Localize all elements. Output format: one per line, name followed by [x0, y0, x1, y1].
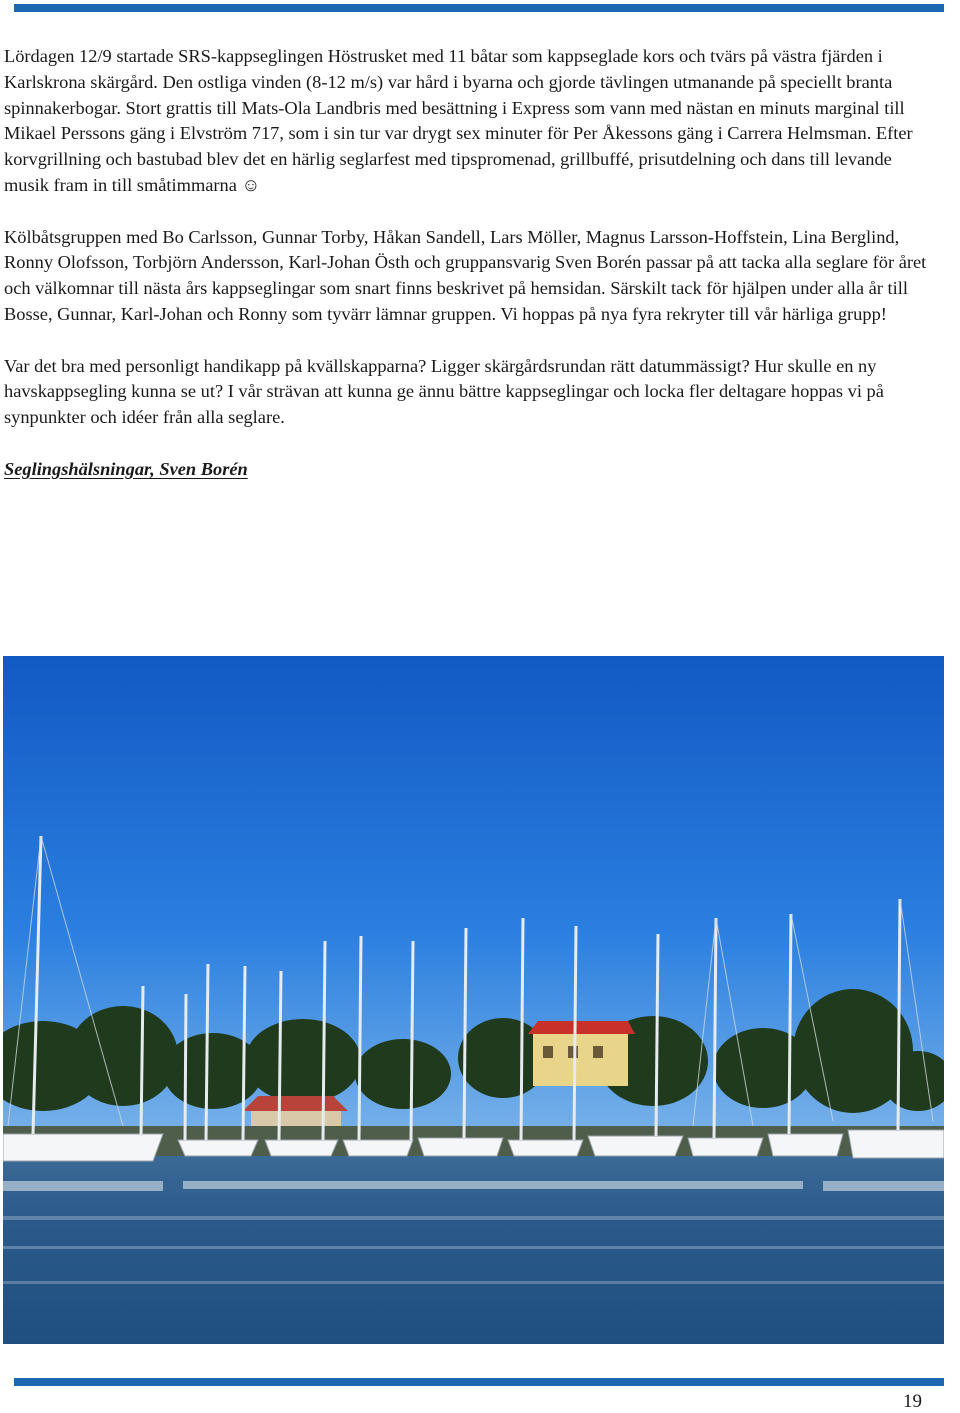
paragraph-group-thanks: Kölbåtsgruppen med Bo Carlsson, Gunnar Torby, Håkan Sandell, Lars Möller, Magnus Larsson-Hoffstein, Lina Berglind, Ronny Olofsson, Torbjörn Andersson, Karl-Johan Östh och gruppansvarig Sven Borén passar på att tacka alla seglare för året och välkomnar till nästa års kappseglingar som snart finns beskrivet på hemsidan. Särskilt tack för hjälpen under alla år till Bosse, Gunnar, Karl-Johan och Ronny som tyvärr lämnar gruppen. Vi hoppas på nya fyra rekryter till vår härliga grupp! [4, 226, 927, 324]
top-divider [14, 4, 944, 12]
signature: Seglingshälsningar, Sven Borén [4, 458, 248, 479]
paragraph-questions: Var det bra med personligt handikapp på kvällskapparna? Ligger skärgårdsrundan rätt datummässigt? Hur skulle en ny havskappsegling kunna se ut? I vår strävan att kunna ge ännu bättre kappseglingar och locka fler deltagare hoppas vi på synpunkter och idéer från alla seglare. [4, 355, 884, 428]
smiley-icon: ☺ [241, 174, 261, 195]
paragraph-race-report: Lördagen 12/9 startade SRS-kappseglingen Höstrusket med 11 båtar som kappseglade kors och tvärs på västra fjärden i Karlskrona skärgård. Den ostliga vinden (8-12 m/s) var hård i byarna och gjorde tävlingen utmanande på speciellt branta spinnakerbogar. Stort grattis till Mats-Ola Landbris med besättning i Express som vann med nästan en minuts marginal till Mikael Perssons gäng i Elvström 717, som i sin tur var drygt sex minuter för Per Åkessons gäng i Carrera Helmsman. Efter korvgrillning och bastubad blev det en härlig seglarfest med tipspromenad, grillbuffé, prisutdelning och dans till levande musik fram in till småtimmarna ☺ [4, 46, 913, 195]
article-body [4, 44, 940, 508]
page-number: 19 [903, 1391, 922, 1412]
marina-photo [3, 656, 944, 1344]
bottom-divider [14, 1378, 944, 1386]
